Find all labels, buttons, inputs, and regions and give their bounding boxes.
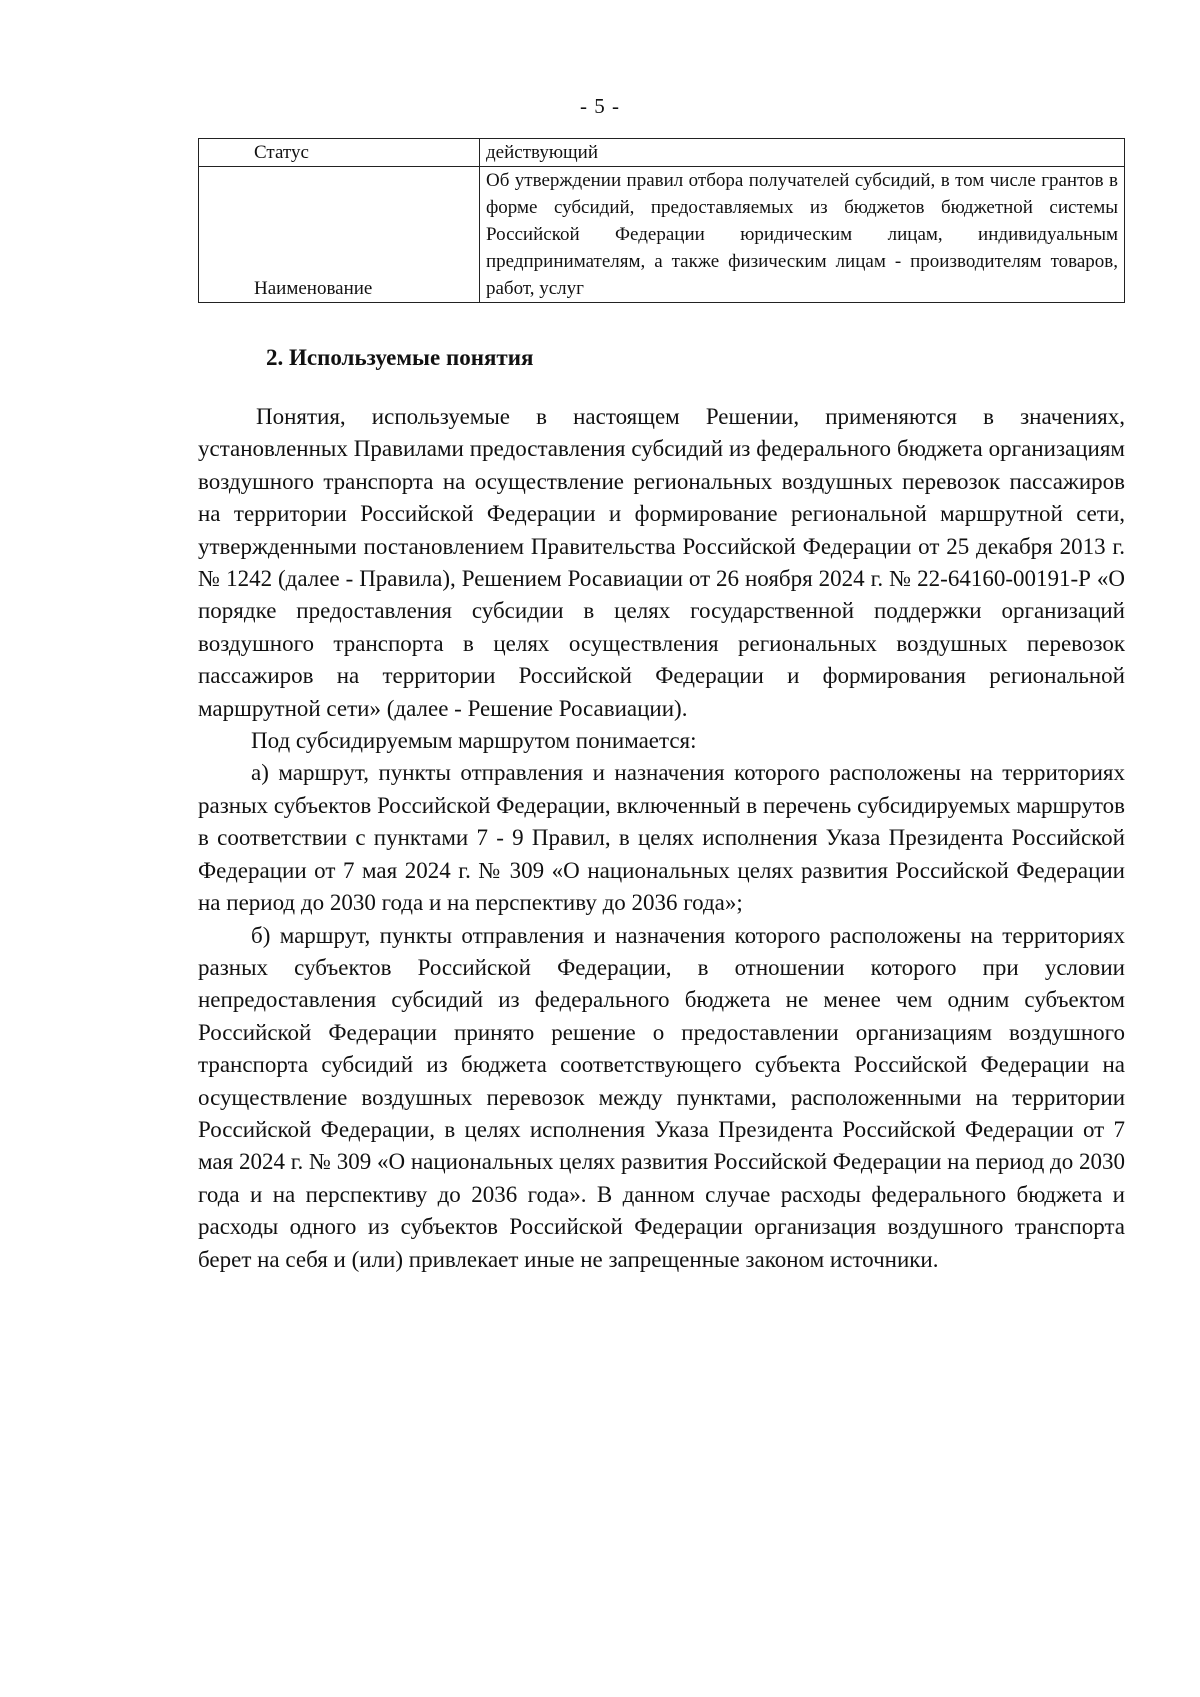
paragraph-definitions: Понятия, используемые в настоящем Решении, применяются в значениях, установленных Правилами предоставления субсидий из федерального бюджета организациям воздушного транспорта на осуществление региональных воздушных перевозок пассажиров на территории Российской Федерации и формирование региональной маршрутной сети, утвержденными постановлением Правительства Российской Федерации от 25 декабря 2013 г. № 1242 (далее - Правила), Решением Росавиации от 26 ноября 2024 г. № 22-64160-00191-Р «О порядке предоставления субсидии в целях государственной поддержки организаций воздушного транспорта в целях осуществления региональных воздушных перевозок пассажиров на территории Российской Федерации и формирования региональной маршрутной сети» (далее - Решение Росавиации). [198,404,1125,721]
status-value: действующий [480,139,1125,167]
name-label: Наименование [199,167,480,303]
paragraph-item-a: а) маршрут, пункты отправления и назначения которого расположены на территориях разных субъектов Российской Федерации, включенный в перечень субсидируемых маршрутов в соответствии с пунктами 7 - 9 Правил, в целях исполнения Указа Президента Российской Федерации от 7 мая 2024 г. № 309 «О национальных целях развития Российской Федерации на период до 2030 года и на перспективу до 2036 года»; [198,760,1125,916]
table-row-name [199,167,1125,303]
paragraph-route-intro: Под субсидируемым маршрутом понимается: [251,728,697,754]
page-number: - 5 - [580,94,620,118]
document-info-table [198,138,1125,303]
section-title: 2. Используемые понятия [266,345,534,370]
paragraph-item-b: б) маршрут, пункты отправления и назначения которого расположены на территориях разных субъектов Российской Федерации, в отношении которого при условии непредоставления субсидий из федерального бюджета не менее чем одним субъектом Российской Федерации принято решение о предоставлении организациям воздушного транспорта субсидий из бюджета соответствующего субъекта Российской Федерации на осуществление воздушных перевозок между пунктами, расположенными на территории Российской Федерации, в целях исполнения Указа Президента Российской Федерации от 7 мая 2024 г. № 309 «О национальных целях развития Российской Федерации на период до 2030 года и на перспективу до 2036 года». В данном случае расходы федерального бюджета и расходы одного из субъектов Российской Федерации организация воздушного транспорта берет на себя и (или) привлекает иные не запрещенные законом источники. [198,922,1125,1272]
section-body [198,401,1125,1276]
table-row-status [199,139,1125,167]
status-label: Статус [199,139,480,167]
name-value: Об утверждении правил отбора получателей субсидий, в том числе грантов в форме субсидий, предоставляемых из бюджетов бюджетной системы Российской Федерации юридическим лицам, индивидуальным предпринимателям, а также физическим лицам - производителям товаров, работ, услуг [480,167,1125,303]
